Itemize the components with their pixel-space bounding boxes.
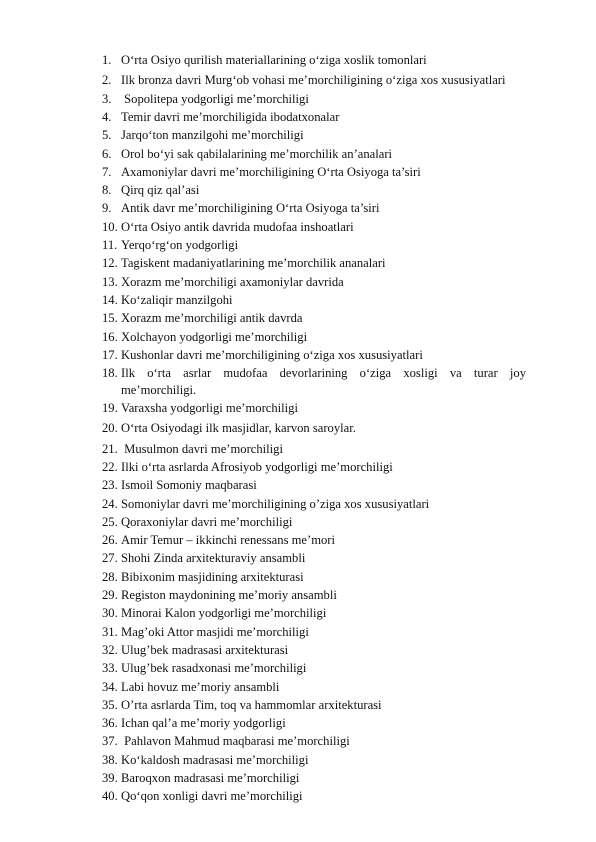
item-number: 1.	[102, 53, 112, 67]
list-item	[102, 752, 526, 768]
list-item	[102, 642, 526, 658]
item-text: Ismoil Somoniy maqbarasi	[121, 478, 257, 493]
item-number: 10.	[102, 219, 118, 234]
item-number: 17.	[102, 347, 118, 362]
list-item	[102, 109, 526, 125]
item-text: Ko‘zaliqir manzilgohi	[121, 292, 233, 307]
item-text: Mag’oki Attor masjidi me’morchiligi	[121, 624, 309, 639]
item-number: 35.	[102, 697, 118, 712]
item-text: Ilki o‘rta asrlarda Afrosiyob yodgorligi me’morchiligi	[121, 459, 393, 474]
item-text: Registon maydonining me’moriy ansambli	[121, 588, 337, 603]
list-item	[102, 347, 526, 363]
item-text: Sopolitepa yodgorligi me’morchiligi	[121, 91, 309, 106]
item-number: 34.	[102, 679, 118, 694]
list-item	[102, 624, 526, 640]
item-number: 33.	[102, 661, 118, 676]
item-text: Ko‘kaldosh madrasasi me’morchiligi	[121, 752, 309, 767]
list-item	[102, 496, 526, 512]
item-number: 2.	[102, 73, 112, 88]
list-item	[102, 514, 526, 530]
list-item	[102, 200, 526, 216]
item-text: Ilk bronza davri Murg‘ob vohasi me’morchiligining o‘ziga xos xususiyatlari	[121, 73, 506, 88]
list-item	[102, 329, 526, 345]
list-item	[102, 365, 526, 398]
item-number: 37.	[102, 734, 118, 749]
list-item	[102, 605, 526, 621]
item-number: 23.	[102, 478, 118, 493]
item-number: 4.	[102, 110, 112, 124]
list-item	[102, 91, 526, 107]
item-text: O‘rta Osiyodagi ilk masjidlar, karvon saroylar.	[121, 421, 356, 436]
item-number: 18.	[102, 366, 118, 381]
item-number: 36.	[102, 716, 118, 731]
list-item	[102, 182, 526, 198]
list-item	[102, 569, 526, 585]
list-item	[102, 255, 526, 271]
list-item	[102, 715, 526, 731]
item-text-line-1: Ilk o‘rta asrlar mudofaa devorlarining o‘ziga xosligi va turar joy	[121, 366, 526, 381]
item-text-line-2: me’morchiligi.	[121, 382, 197, 397]
list-item	[102, 459, 526, 475]
item-number: 25.	[102, 514, 118, 529]
item-number: 11.	[102, 238, 118, 253]
item-text: Somoniylar davri me’morchiligining o’ziga xos xususiyatlari	[121, 496, 430, 511]
list-item	[102, 127, 526, 143]
item-text: Yerqo‘rg‘on yodgorligi	[121, 238, 239, 253]
item-number: 26.	[102, 533, 118, 548]
item-text: Amir Temur – ikkinchi renessans me’mori	[121, 533, 335, 548]
item-number: 38.	[102, 752, 118, 767]
list-item	[102, 441, 526, 457]
list-item	[102, 400, 526, 416]
item-number: 27.	[102, 551, 118, 566]
item-text: Varaxsha yodgorligi me’morchiligi	[121, 400, 298, 415]
list-item	[102, 788, 526, 804]
item-number: 32.	[102, 642, 118, 657]
item-text: O‘rta Osiyo qurilish materiallarining o‘ziga xoslik tomonlari	[121, 53, 427, 67]
list-item	[102, 274, 526, 290]
item-text: Tagiskent madaniyatlarining me’morchilik ananalari	[121, 256, 386, 271]
item-text: Ichan qal’a me’moriy yodgorligi	[121, 716, 286, 731]
list-item	[102, 532, 526, 548]
item-text: O’rta asrlarda Tim, toq va hammomlar arxitekturasi	[121, 697, 382, 712]
item-text: Qirq qiz qal’asi	[121, 183, 200, 198]
item-text: Orol bo‘yi sak qabilalarining me’morchilik an’analari	[121, 146, 393, 161]
item-text: Kushonlar davri me’morchiligining o‘ziga xos xususiyatlari	[121, 347, 423, 362]
item-text: Jarqo‘ton manzilgohi me’morchiligi	[121, 128, 304, 143]
item-text: Xorazm me’morchiligi antik davrda	[121, 311, 303, 326]
list-item	[102, 733, 526, 749]
item-number: 16.	[102, 329, 118, 344]
item-text: Xorazm me’morchiligi axamoniylar davrida	[121, 274, 344, 289]
item-number: 30.	[102, 606, 118, 621]
item-number: 19.	[102, 400, 118, 415]
list-item	[102, 587, 526, 603]
item-number: 29.	[102, 588, 118, 603]
item-number: 5.	[102, 128, 112, 143]
item-text: Ulug’bek madrasasi arxitekturasi	[121, 642, 289, 657]
item-text: Ulug’bek rasadxonasi me’morchiligi	[121, 661, 307, 676]
list-item	[102, 52, 526, 68]
item-text: Xolchayon yodgorligi me’morchiligi	[121, 329, 308, 344]
list-item	[102, 679, 526, 695]
item-number: 31.	[102, 624, 118, 639]
item-number: 12.	[102, 256, 118, 271]
item-text: Baroqxon madrasasi me’morchiligi	[121, 771, 300, 786]
list-item	[102, 697, 526, 713]
item-text: Qo‘qon xonligi davri me’morchiligi	[121, 789, 303, 804]
item-text: Bibixonim masjidining arxitekturasi	[121, 569, 304, 584]
item-number: 39.	[102, 771, 118, 786]
item-number: 21.	[102, 441, 118, 456]
item-number: 3.	[102, 91, 112, 106]
item-number: 8.	[102, 183, 112, 198]
list-item	[102, 219, 526, 235]
list-item	[102, 770, 526, 786]
list-item	[102, 237, 526, 253]
item-text: Pahlavon Mahmud maqbarasi me’morchiligi	[121, 734, 350, 749]
list-item	[102, 146, 526, 162]
item-number: 20.	[102, 421, 118, 436]
item-text: O‘rta Osiyo antik davrida mudofaa inshoatlari	[121, 219, 354, 234]
item-number: 7.	[102, 164, 112, 179]
item-text: Temir davri me’morchiligida ibodatxonalar	[121, 110, 340, 124]
item-text: Qoraxoniylar davri me’morchiligi	[121, 514, 293, 529]
topic-list	[102, 52, 526, 807]
item-text: Labi hovuz me’moriy ansambli	[121, 679, 280, 694]
list-item	[102, 477, 526, 493]
list-item	[102, 660, 526, 676]
list-item	[102, 164, 526, 180]
item-number: 14.	[102, 292, 118, 307]
item-number: 40.	[102, 789, 118, 804]
item-text: Antik davr me’morchiligining O‘rta Osiyoga ta’siri	[121, 201, 380, 216]
item-text: Axamoniylar davri me’morchiligining O‘rta Osiyoga ta’siri	[121, 164, 421, 179]
item-number: 6.	[102, 146, 112, 161]
list-item	[102, 550, 526, 566]
item-number: 15.	[102, 311, 118, 326]
item-number: 24.	[102, 496, 118, 511]
list-item	[102, 292, 526, 308]
list-item	[102, 310, 526, 326]
item-text: Shohi Zinda arxitekturaviy ansambli	[121, 551, 306, 566]
item-number: 13.	[102, 274, 118, 289]
item-number: 22.	[102, 459, 118, 474]
list-item	[102, 72, 526, 88]
list-item	[102, 420, 526, 436]
item-number: 9.	[102, 201, 112, 216]
item-text: Musulmon davri me’morchiligi	[121, 441, 283, 456]
item-number: 28.	[102, 569, 118, 584]
item-text: Minorai Kalon yodgorligi me’morchiligi	[121, 606, 327, 621]
